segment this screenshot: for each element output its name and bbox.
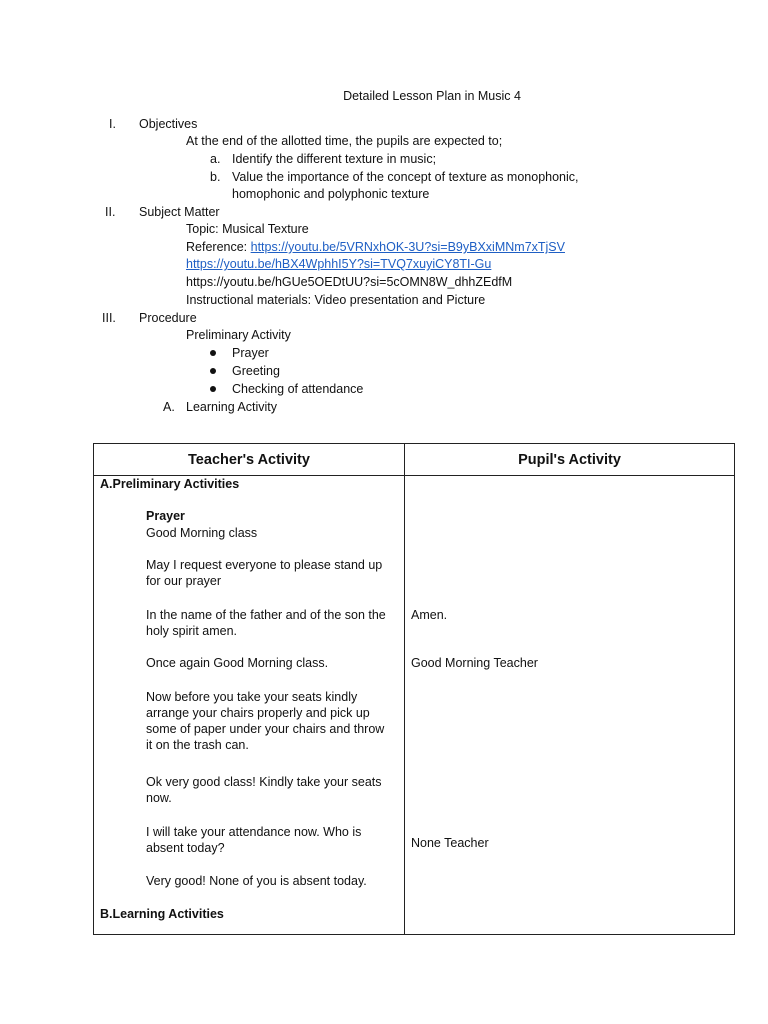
reference-line xyxy=(186,239,565,255)
pupil-activity-header: Pupil's Activity xyxy=(405,444,735,476)
bullet-prayer: Prayer xyxy=(232,346,269,360)
teacher-line: I will take your attendance now. Who is absent today? xyxy=(146,825,362,855)
bullet-greeting: Greeting xyxy=(232,364,280,378)
teacher-cell xyxy=(94,476,405,935)
page-title: Detailed Lesson Plan in Music 4 xyxy=(343,89,521,103)
topic: Topic: Musical Texture xyxy=(186,222,309,236)
teacher-activity-header: Teacher's Activity xyxy=(94,444,405,476)
pupil-line: Amen. xyxy=(411,608,448,622)
objective-letter-b: b. xyxy=(210,170,221,184)
reference-link-2[interactable]: https://youtu.be/hBX4WphhI5Y?si=TVQ7xuyiCY8TI-Gu xyxy=(186,257,492,271)
sub-letter-a: A. xyxy=(163,400,175,414)
numeral-3: III. xyxy=(102,311,116,325)
teacher-line: Once again Good Morning class. xyxy=(146,656,329,670)
reference-link-1[interactable]: https://youtu.be/5VRNxhOK-3U?si=B9yBXxiMNm7xTjSV xyxy=(250,240,565,254)
procedure-heading: Procedure xyxy=(139,311,197,325)
teacher-line: Now before you take your seats kindly arrange your chairs properly and pick up some of paper under your chairs and throw it on the trash can. xyxy=(146,690,385,752)
teacher-line: Good Morning class xyxy=(146,526,258,540)
objective-a: Identify the different texture in music; xyxy=(232,152,437,166)
preliminary-activity: Preliminary Activity xyxy=(186,328,291,342)
reference-label: Reference: xyxy=(186,240,251,254)
objectives-intro: At the end of the allotted time, the pupils are expected to; xyxy=(186,134,503,148)
instructional-materials: Instructional materials: Video presentation and Picture xyxy=(186,293,486,307)
bullet-icon xyxy=(210,368,216,374)
table-row xyxy=(94,476,735,935)
table-header-row xyxy=(94,444,735,476)
teacher-line: Very good! None of you is absent today. xyxy=(146,874,367,888)
bullet-icon xyxy=(210,350,216,356)
objectives-heading: Objectives xyxy=(139,117,198,131)
teacher-line: In the name of the father and of the son the holy spirit amen. xyxy=(146,608,386,638)
objective-b-line2: homophonic and polyphonic texture xyxy=(232,187,430,201)
prayer-heading: Prayer xyxy=(146,509,185,523)
teacher-line: Ok very good class! Kindly take your seats now. xyxy=(146,775,382,805)
numeral-1: I. xyxy=(109,117,116,131)
subject-matter-heading: Subject Matter xyxy=(139,205,220,219)
section-a-heading: A.Preliminary Activities xyxy=(100,477,240,491)
objective-b-line1: Value the importance of the concept of texture as monophonic, xyxy=(232,170,579,184)
objective-letter-a: a. xyxy=(210,152,221,166)
reference-link-3: https://youtu.be/hGUe5OEDtUU?si=5cOMN8W_dhhZEdfM xyxy=(186,275,513,289)
section-b-heading: B.Learning Activities xyxy=(100,907,224,921)
activity-table xyxy=(93,443,735,935)
numeral-2: II. xyxy=(105,205,116,219)
bullet-attendance: Checking of attendance xyxy=(232,382,364,396)
bullet-icon xyxy=(210,386,216,392)
pupil-line: None Teacher xyxy=(411,836,489,850)
pupil-cell xyxy=(405,476,735,935)
teacher-line: May I request everyone to please stand up for our prayer xyxy=(146,558,383,588)
pupil-line: Good Morning Teacher xyxy=(411,656,538,670)
learning-activity-heading: Learning Activity xyxy=(186,400,278,414)
